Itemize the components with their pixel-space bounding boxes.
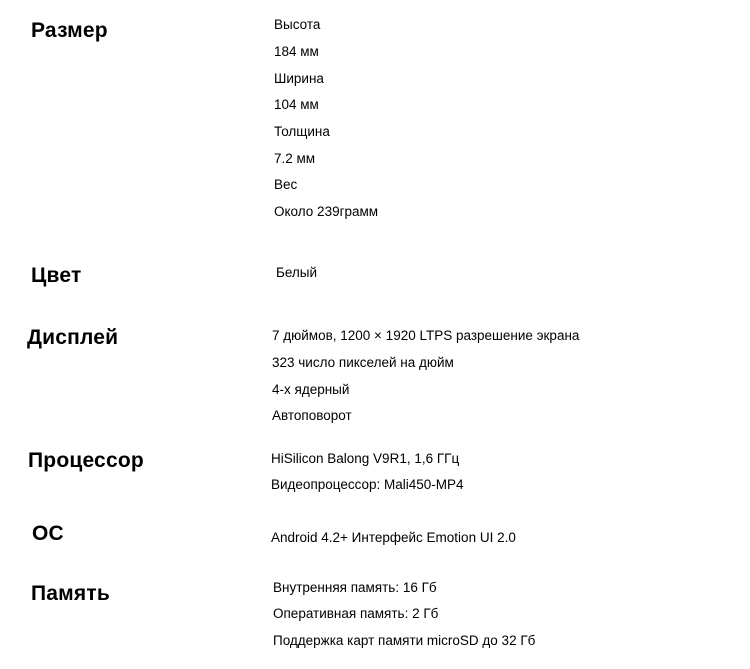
spec-value-os: Android 4.2+ Интерфейс Emotion UI 2.0 — [271, 530, 516, 545]
spec-label-display: Дисплей — [27, 326, 119, 349]
spec-label-os: ОС — [32, 522, 64, 545]
spec-value-size-thickness: 7.2 мм — [274, 151, 316, 166]
spec-value-display-cores: 4-х ядерный — [272, 382, 350, 397]
spec-value-display-autorotate: Автоповорот — [272, 408, 352, 423]
spec-value-size-weight-title: Вес — [274, 177, 298, 192]
spec-value-size-height-title: Высота — [274, 17, 321, 32]
spec-value-color: Белый — [276, 265, 318, 280]
spec-value-size-weight: Около 239грамм — [274, 204, 379, 219]
spec-value-processor-gpu: Видеопроцессор: Mali450-MP4 — [271, 477, 464, 492]
spec-value-memory-internal: Внутренняя память: 16 Гб — [273, 580, 437, 595]
spec-value-display-ppi: 323 число пикселей на дюйм — [272, 355, 454, 370]
spec-value-display-resolution: 7 дюймов, 1200 × 1920 LTPS разрешение экрана — [272, 328, 580, 343]
spec-value-size-height: 184 мм — [274, 44, 319, 59]
spec-value-size-width: 104 мм — [274, 97, 319, 112]
spec-value-memory-sd: Поддержка карт памяти microSD до 32 Гб — [273, 633, 536, 648]
spec-label-processor: Процессор — [28, 449, 144, 472]
spec-value-memory-ram: Оперативная память: 2 Гб — [273, 606, 439, 621]
spec-value-size-width-title: Ширина — [274, 71, 324, 86]
spec-value-processor-cpu: HiSilicon Balong V9R1, 1,6 ГГц — [271, 451, 460, 466]
spec-label-memory: Память — [31, 582, 110, 605]
spec-label-size: Размер — [31, 19, 108, 42]
spec-value-size-thickness-title: Толщина — [274, 124, 330, 139]
spec-label-color: Цвет — [31, 264, 82, 287]
